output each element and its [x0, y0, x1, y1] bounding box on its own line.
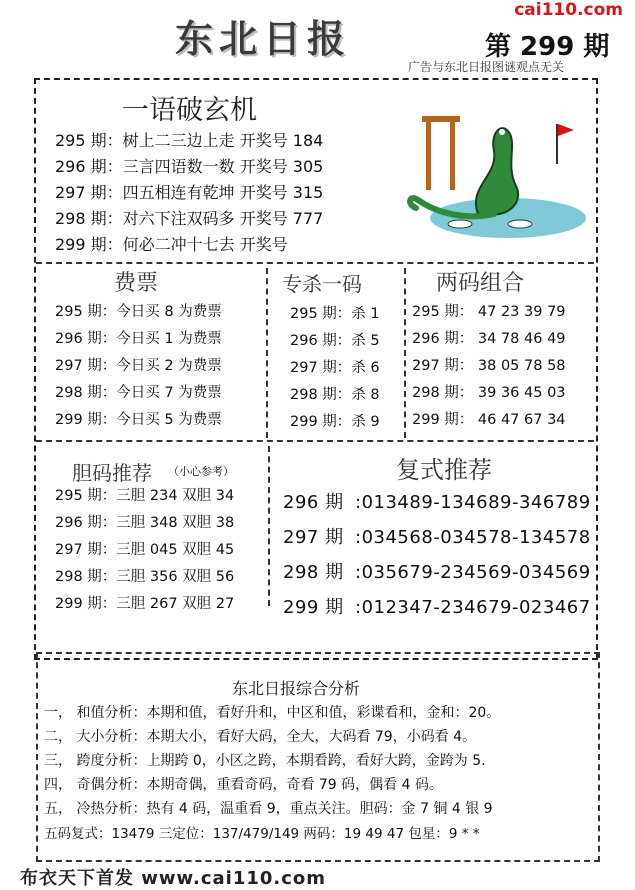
- yiyu-row: 299 期：何必二冲十七去 开奖号: [55, 235, 288, 254]
- goal-crossbar: [422, 116, 460, 122]
- analysis-row: 二， 大小分析：本期大小，看好大码，全大，大码看 79，小码看 4。: [44, 729, 477, 745]
- goal-post-left: [426, 120, 431, 190]
- zhuansha-row: 295 期：杀 1: [290, 306, 380, 322]
- analysis-row: 五码复式：13479 三定位：137/479/149 两码：19 49 47 包星：9 * *: [44, 826, 480, 842]
- liangma-row: 299 期： 46 47 67 34: [412, 412, 566, 428]
- fushi-period: 298 期: [283, 562, 344, 583]
- fushi-title: 复式推荐: [396, 456, 492, 484]
- divider-v1: [266, 268, 268, 438]
- zhuansha-row: 298 期：杀 8: [290, 387, 380, 403]
- yiyu-row: 298 期：对六下注双码多 开奖号 777: [55, 209, 324, 228]
- dragon-illustration: [398, 96, 588, 246]
- analysis-row: 一， 和值分析：本期和值，看好升和，中区和值，彩谍看和，金和：20。: [44, 705, 501, 721]
- danma-row: 295 期：三胆 234 双胆 34: [55, 488, 235, 504]
- divider-h2: [36, 440, 594, 442]
- analysis-row: 三， 跨度分析：上期跨 0，小区之跨，本期看跨，看好大跨，金跨为 5.: [44, 753, 486, 769]
- liangma-row: 298 期： 39 36 45 03: [412, 385, 566, 401]
- yiyu-row: 296 期：三言四语数一数 开奖号 305: [55, 157, 324, 176]
- fushi-row: [283, 558, 591, 593]
- zhuansha-row: 296 期：杀 5: [290, 333, 380, 349]
- feipiao-list: [55, 300, 222, 435]
- yiyu-list: [55, 128, 323, 258]
- liangma-list: [412, 300, 566, 435]
- goal-post-right: [450, 120, 455, 190]
- danma-row: 296 期：三胆 348 双胆 38: [55, 515, 235, 531]
- feipiao-row: 295 期：今日买 8 为费票: [55, 304, 222, 320]
- liangma-row: 296 期： 34 78 46 49: [412, 331, 566, 347]
- fushi-value: :034568-034578-134578: [355, 527, 591, 548]
- yiyu-row: 297 期：四五相连有乾坤 开奖号 315: [55, 183, 324, 202]
- zhuansha-title: 专杀一码: [282, 272, 362, 296]
- analysis-list: [44, 702, 500, 846]
- fushi-value: :012347-234679-023467: [355, 597, 591, 618]
- fushi-row: [283, 593, 591, 628]
- fushi-value: :035679-234569-034569: [355, 562, 591, 583]
- feipiao-row: 298 期：今日买 7 为费票: [55, 385, 222, 401]
- analysis-title: 东北日报综合分析: [232, 679, 361, 698]
- fushi-period: 296 期: [283, 492, 344, 513]
- divider-v2: [404, 268, 406, 438]
- site-domain: cai110.com: [514, 0, 623, 20]
- divider-h1: [36, 262, 594, 264]
- liangma-row: 297 期： 38 05 78 58: [412, 358, 566, 374]
- zhuansha-list: [290, 302, 380, 437]
- masthead-title: 东北日报: [175, 16, 352, 61]
- feipiao-title: 费票: [114, 271, 159, 296]
- divider-v3: [268, 446, 270, 606]
- dragon-body: [476, 128, 518, 214]
- zhuansha-row: 297 期：杀 6: [290, 360, 380, 376]
- fushi-list: [283, 488, 591, 628]
- analysis-row: 五， 冷热分析：热有 4 码，温重看 9，重点关注。胆码：金 7 铜 4 银 9: [44, 801, 493, 817]
- fushi-period: 299 期: [283, 597, 344, 618]
- analysis-row: 四， 奇偶分析：本期奇偶，重看奇码，奇看 79 码，偶看 4 码。: [44, 777, 443, 793]
- danma-row: 298 期：三胆 356 双胆 56: [55, 569, 235, 585]
- ball-shape: [448, 220, 472, 228]
- yiyu-title: 一语破玄机: [122, 95, 257, 126]
- ball-shape: [508, 220, 532, 228]
- yiyu-row: 295 期：树上二三边上走 开奖号 184: [55, 131, 324, 150]
- fushi-value: :013489-134689-346789: [355, 492, 591, 513]
- flag-pole: [556, 124, 558, 164]
- footer-credit: 布衣天下首发 www.cai110.com: [20, 868, 327, 889]
- danma-list: [55, 484, 234, 619]
- feipiao-row: 299 期：今日买 5 为费票: [55, 412, 222, 428]
- fushi-row: [283, 523, 591, 558]
- liangma-title: 两码组合: [436, 271, 525, 296]
- fushi-period: 297 期: [283, 527, 344, 548]
- flag-shape: [558, 124, 574, 136]
- feipiao-row: 296 期：今日买 1 为费票: [55, 331, 222, 347]
- danma-title: 胆码推荐: [72, 461, 152, 485]
- danma-note: （小心参考）: [168, 465, 234, 478]
- dragon-eye: [499, 129, 505, 135]
- disclaimer: 广告与东北日报图谜观点无关: [408, 60, 565, 74]
- feipiao-row: 297 期：今日买 2 为费票: [55, 358, 222, 374]
- fushi-row: [283, 488, 591, 523]
- liangma-row: 295 期： 47 23 39 79: [412, 304, 566, 320]
- danma-row: 297 期：三胆 045 双胆 45: [55, 542, 235, 558]
- zhuansha-row: 299 期：杀 9: [290, 414, 380, 430]
- issue-number: 第 299 期: [485, 32, 610, 62]
- danma-row: 299 期：三胆 267 双胆 27: [55, 596, 235, 612]
